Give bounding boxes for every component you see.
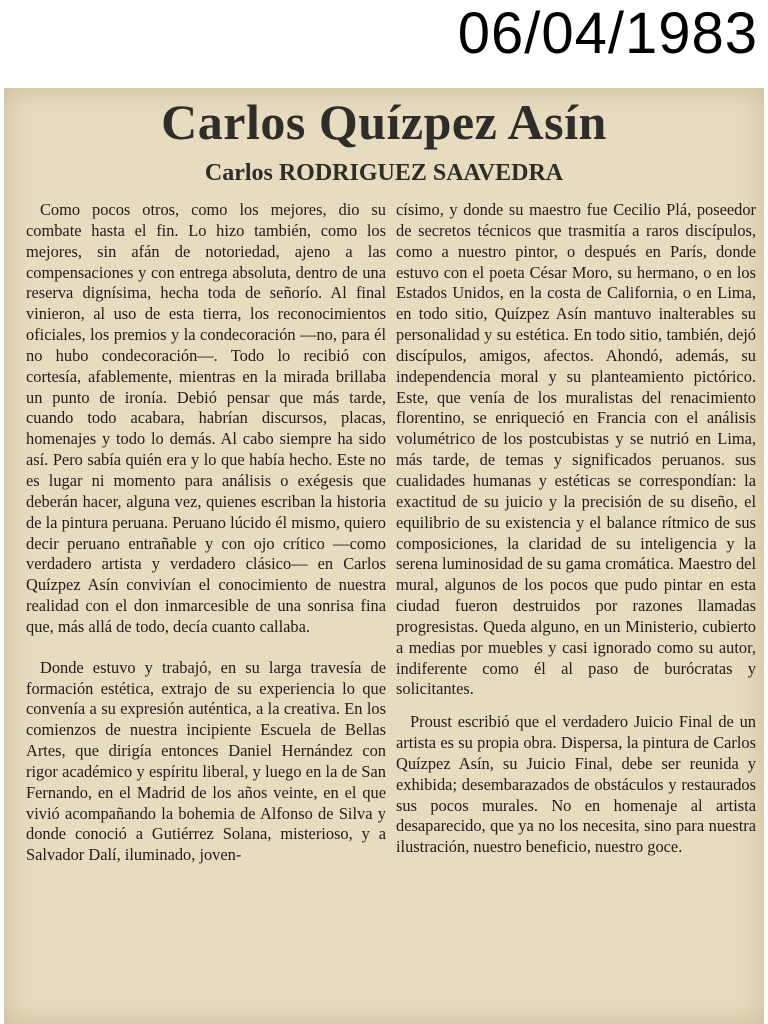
article-column-right: [396, 200, 756, 858]
article-paragraph: Como pocos otros, como los mejores, dio su combate hasta el fin. Lo hizo también, como los mejores, sin afán de notoriedad, ajeno a las compensaciones y con entrega absoluta, dentro de una reserva dignísima, hecha toda de señorío. Al final vinieron, al uso de esta tierra, los reconocimientos oficiales, los premios y la condecoración —no, para él no hubo condecoración—. Todo lo recibió con cortesía, afablemente, mientras en la mirada brillaba un punto de ironía. Debió pensar que más tarde, cuando todo acabara, habrían discursos, placas, homenajes y todo lo demás. Al cabo siempre ha sido así. Pero sabía quién era y lo que había hecho. Este no es lugar ni momento para análisis o exégesis que deberán hacer, alguna vez, quienes escriban la historia de la pintura peruana. Peruano lúcido él mismo, quiero decir peruano entrañable y con ojo crítico —como verdadero artista y verdadero clásico— en Carlos Quízpez Asín convivían el conocimiento de nuestra realidad con el don inmarcesible de una sonrisa fina que, más allá de todo, decía cuanto callaba.: [26, 200, 386, 636]
article-column-left: [26, 200, 386, 866]
newspaper-clipping: [4, 88, 764, 1024]
article-byline: Carlos RODRIGUEZ SAAVEDRA: [204, 160, 564, 186]
article-headline: Carlos Quízpez Asín: [161, 94, 607, 150]
article-paragraph: Donde estuvo y trabajó, en su larga travesía de formación estética, extrajo de su experiencia lo que convenía a su expresión auténtica, a la creativa. En los comienzos de nuestra incipiente Escuela de Bellas Artes, que dirigía entonces Daniel Hernández con rigor académico y espíritu liberal, y luego en la de San Fernando, en el Madrid de los años veinte, en el que vivió acompañando la bohemia de Alfonso de Silva y donde conoció a Gutiérrez Solana, misterioso, y a Salvador Dalí, iluminado, joven-: [26, 657, 386, 865]
date-stamp: 06/04/1983: [457, 1, 758, 66]
article-paragraph: císimo, y donde su maestro fue Cecilio Plá, poseedor de secretos técnicos que trasmitía a raros discípulos, como a nuestro pintor, o después en París, donde estuvo con el poeta César Moro, su hermano, o en los Estados Unidos, en la costa de California, o en Lima, en todo sitio, Quízpez Asín mantuvo inalterables su personalidad y su estética. En todo sitio, también, dejó discípulos, amigos, afectos. Ahondó, además, su independencia moral y su planteamiento pictórico. Este, que venía de los muralistas del renacimiento florentino, se enriqueció en Francia con el análisis volumétrico de los postcubistas y se nutrió en Lima, más tarde, de temas y significados peruanos. sus cualidades humanas y estéticas se correspondían: la exactitud de su juicio y la precisión de su diseño, el equilibrio de su existencia y el balance rítmico de sus composiciones, la claridad de su inteligencia y la serena luminosidad de su gama cromática. Maestro del mural, algunos de los pocos que pudo pintar en esta ciudad fueron destruidos por razones llamadas progresistas. Queda alguno, en un Ministerio, cubierto a medias por muebles y casi ignorado como su autor, indiferente como él al paso de burócratas y solicitantes.: [396, 200, 756, 699]
article-paragraph: Proust escribió que el verdadero Juicio Final de un artista es su propia obra. Dispersa, la pintura de Carlos Quízpez Asín, su Juicio Final, debe ser reunida y exhibida; desembarazados de obstáculos y restaurados sus pocos murales. No en homenaje al artista desaparecido, que ya no los necesita, sino para nuestra ilustración, nuestro beneficio, nuestro goce.: [396, 712, 756, 857]
